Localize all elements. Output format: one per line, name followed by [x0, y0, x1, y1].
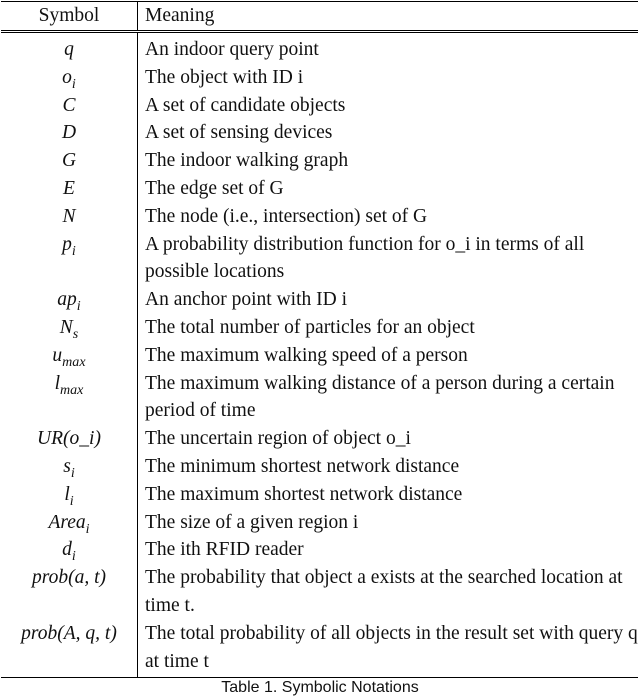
symbol-base: G — [61, 150, 77, 172]
symbol-subscript: max — [60, 381, 84, 398]
meaning-cell: A set of sensing devices — [145, 122, 333, 144]
symbol-subscript: i — [76, 298, 81, 315]
meaning-cell: The minimum shortest network distance — [145, 455, 460, 477]
meaning-cell: The total probability of all objects in the result set with query q at time t — [138, 620, 639, 678]
symbol-base: ap — [57, 289, 77, 311]
table-row — [1, 564, 638, 620]
symbol-base: prob(A, q, t) — [21, 622, 117, 644]
symbol-base: Area — [48, 511, 86, 533]
table-body — [1, 32, 638, 678]
table-row — [1, 314, 638, 342]
symbol-base: E — [63, 177, 75, 199]
meaning-cell: An anchor point with ID i — [145, 289, 348, 311]
meaning-cell: The probability that object a exists at the searched location at time t. — [145, 567, 623, 616]
symbol-base: u — [52, 344, 63, 366]
symbol-cell — [1, 64, 138, 92]
symbol-cell — [1, 286, 138, 314]
symbol-base: N — [59, 316, 73, 338]
notation-table — [1, 1, 638, 678]
symbol-base: p — [62, 233, 72, 255]
table-row — [1, 286, 638, 314]
meaning-cell: A set of candidate objects — [145, 94, 346, 116]
meaning-cell: The edge set of G — [145, 177, 284, 199]
meaning-cell: The node (i.e., intersection) set of G — [145, 205, 428, 227]
table-row — [1, 119, 638, 147]
table-row — [1, 147, 638, 175]
meaning-cell: The object with ID i — [145, 66, 304, 88]
meaning-cell: The maximum walking distance of a person during a certain period of time — [145, 372, 615, 422]
table-row — [1, 453, 638, 481]
symbol-subscript: i — [69, 492, 74, 509]
symbol-base: UR(o_i) — [37, 428, 101, 450]
table-row — [1, 64, 638, 92]
symbol-cell — [1, 231, 138, 287]
symbol-cell — [1, 536, 138, 564]
table-row — [1, 481, 638, 509]
table-row — [1, 536, 638, 564]
meaning-cell: The total number of particles for an object — [145, 316, 475, 338]
symbol-subscript: s — [72, 325, 79, 342]
table-row — [1, 92, 638, 120]
symbol-subscript: i — [70, 464, 75, 481]
meaning-cell: The maximum shortest network distance — [145, 483, 463, 505]
table-row — [1, 231, 638, 287]
symbol-base: l — [64, 483, 70, 505]
symbol-base: D — [61, 122, 77, 144]
symbol-cell — [1, 314, 138, 342]
symbol-cell — [1, 620, 138, 678]
symbol-subscript: max — [62, 353, 86, 370]
symbol-subscript: i — [71, 548, 76, 565]
symbol-cell — [1, 119, 138, 147]
table-row — [1, 509, 638, 537]
symbol-cell — [1, 425, 138, 453]
symbol-subscript: i — [71, 242, 76, 259]
table-row — [1, 175, 638, 203]
meaning-cell: The maximum walking speed of a person — [145, 344, 468, 366]
symbol-base: l — [54, 372, 61, 394]
symbol-base: s — [63, 455, 71, 477]
meaning-cell: An indoor query point — [145, 39, 319, 60]
meaning-cell: A probability distribution function for o_i in terms of all possible locations — [145, 233, 585, 283]
table-row — [1, 203, 638, 231]
symbol-base: prob(a, t) — [31, 567, 107, 589]
symbol-cell — [1, 481, 138, 509]
symbol-cell — [1, 175, 138, 203]
symbol-base: C — [62, 94, 76, 116]
meaning-cell: The indoor walking graph — [145, 150, 349, 172]
symbol-cell — [1, 564, 138, 620]
symbol-base: d — [62, 539, 72, 561]
symbol-cell — [1, 342, 138, 370]
meaning-cell: The uncertain region of object o_i — [145, 428, 411, 450]
header-row — [1, 2, 638, 32]
meaning-cell: The ith RFID reader — [145, 539, 304, 561]
table-row — [1, 425, 638, 453]
symbol-cell — [1, 147, 138, 175]
meaning-column-header: Meaning — [138, 2, 639, 32]
symbol-subscript: i — [71, 75, 76, 92]
symbol-column-header: Symbol — [1, 2, 138, 32]
symbol-cell — [1, 32, 138, 64]
symbol-base: q — [64, 39, 74, 60]
symbol-cell — [1, 453, 138, 481]
symbol-cell — [1, 370, 138, 426]
table-row — [1, 370, 638, 426]
symbol-base: o — [62, 66, 72, 88]
symbol-cell — [1, 92, 138, 120]
symbol-subscript: i — [85, 520, 90, 537]
table-row — [1, 620, 638, 678]
table-row — [1, 32, 638, 64]
symbol-cell — [1, 509, 138, 537]
table-caption: Table 1. Symbolic Notations — [221, 679, 419, 696]
symbol-base: N — [62, 205, 76, 227]
table-row — [1, 342, 638, 370]
meaning-cell: The size of a given region i — [145, 511, 359, 533]
symbol-cell — [1, 203, 138, 231]
